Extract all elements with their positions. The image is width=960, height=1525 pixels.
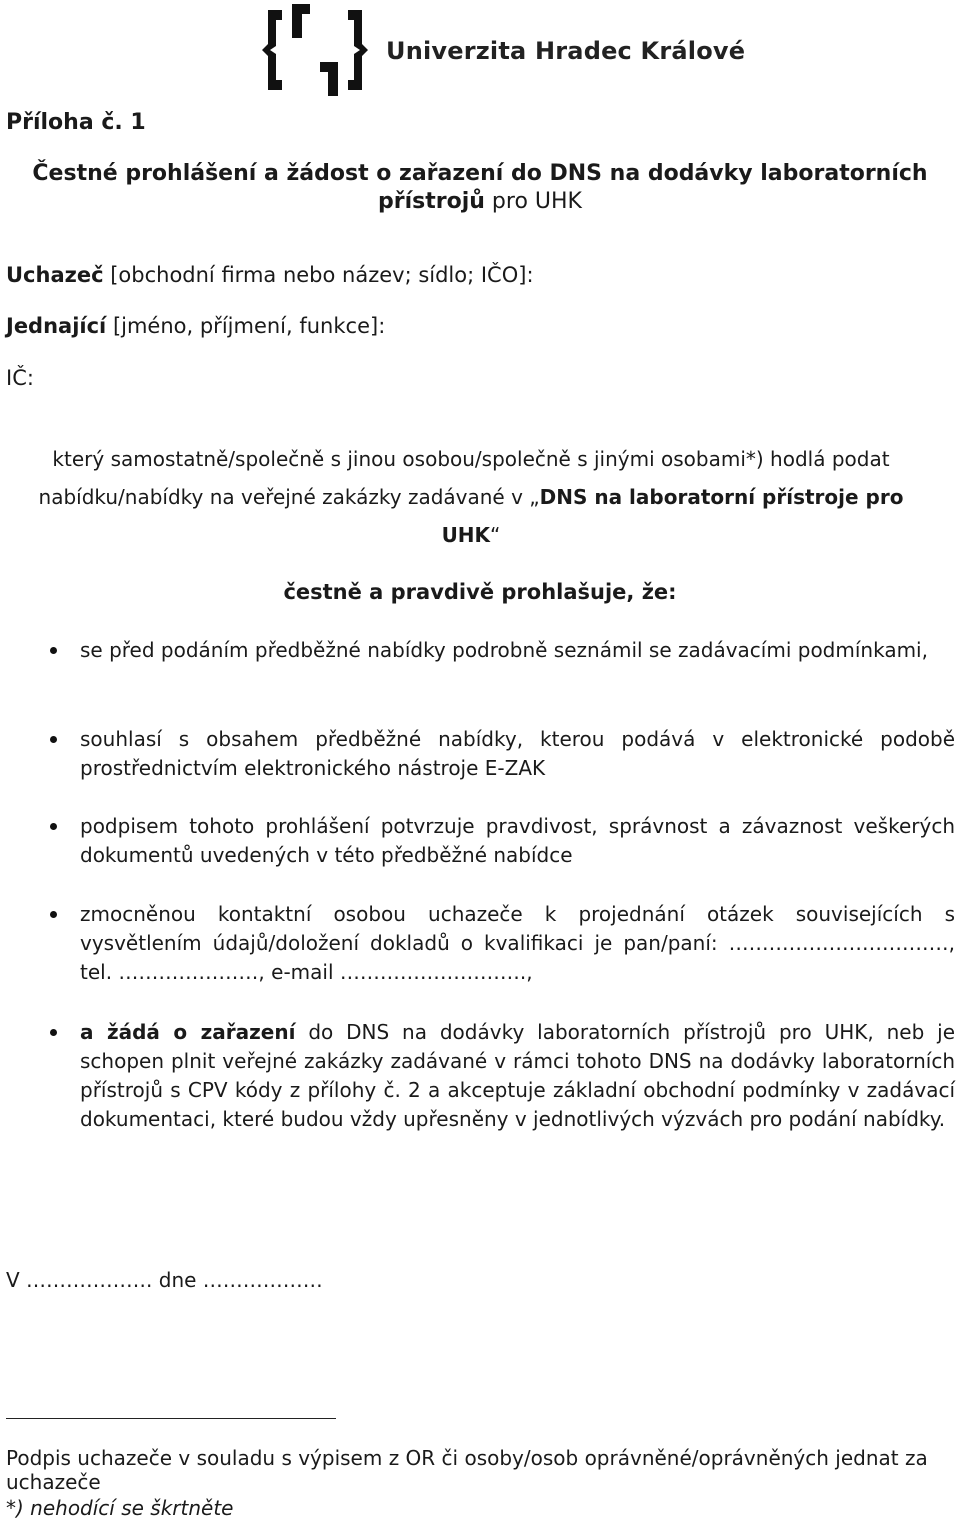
document-title [0,160,960,216]
intro-line-1: který samostatně/společně s jinou osobou/společně s jinými osobami*) hodlá podat [52,447,890,471]
bullet-icon [50,823,57,830]
list-item-text: se před podáním předběžné nabídky podrobně seznámil se zadávacími podmínkami, [80,638,928,662]
jednajici-label: Jednající [6,314,107,338]
intro-bold: DNS na laboratorní přístroje pro [539,485,904,509]
list-item-bold: a žádá o zařazení [80,1020,296,1044]
field-ic: IČ: [6,366,34,390]
logo-text: Univerzita Hradec Králové [386,37,746,65]
title-bold: přístrojů [378,189,485,214]
intro-line-2 [6,478,936,516]
braces-logo-icon [262,4,382,96]
list-item [80,1018,955,1134]
title-line-2 [0,188,960,216]
signature-line [6,1418,336,1419]
list-item [80,900,955,987]
intro-paragraph [6,440,936,554]
jednajici-hint: [jméno, příjmení, funkce]: [106,314,386,338]
list-item-text: zmocněnou kontaktní osobou uchazeče k projednání otázek souvisejících s vysvětlením údajů/doložení dokladů o kvalifikaci je pan/paní: ……………………………, tel. …………………, e-mail ………………………., [80,902,955,984]
list-item [80,812,955,870]
field-uchazec [6,263,534,287]
bullet-icon [50,911,57,918]
bullet-icon [50,647,57,654]
list-item-text: souhlasí s obsahem předběžné nabídky, kterou podává v elektronické podobě prostřednictvím elektronického nástroje E-ZAK [80,727,955,780]
intro-text: nabídku/nabídky na veřejné zakázky zadávané v „ [38,485,540,509]
bullet-icon [50,1029,57,1036]
uchazec-hint: [obchodní firma nebo název; sídlo; IČO]: [103,263,534,287]
uchazec-label: Uchazeč [6,263,104,287]
attachment-label: Příloha č. 1 [6,110,146,135]
intro-line-3 [6,516,936,554]
list-item-text: podpisem tohoto prohlášení potvrzuje pravdivost, správnost a závaznost veškerých dokumentů uvedených v této předběžné nabídce [80,814,955,867]
list-item-text: do DNS na dodávky laboratorních přístrojů pro UHK, neb je schopen plnit veřejné zakázky zadávané v rámci tohoto DNS na dodávky laboratorních přístrojů s CPV kódy z přílohy č. 2 a akceptuje základní obchodní podmínky v zadávací dokumentaci, které budou vždy upřesněny v jednotlivých výzvách pro podání nabídky. [80,1020,956,1131]
university-logo [262,4,746,96]
intro-uhk: UHK [441,523,491,547]
field-jednajici [6,314,385,338]
list-item [80,725,955,783]
title-line-1: Čestné prohlášení a žádost o zařazení do DNS na dodávky laboratorních [32,161,928,186]
signature-caption: Podpis uchazeče v souladu s výpisem z OR či osoby/osob oprávněné/oprávněných jednat za uchazeče [6,1446,928,1494]
footnote: *) nehodící se škrtněte [6,1496,234,1520]
declaration-heading: čestně a pravdivě prohlašuje, že: [283,580,677,604]
bullet-icon [50,736,57,743]
place-date-line: V ………………. dne ……………… [6,1268,323,1292]
list-item [80,636,955,665]
title-rest: pro UHK [484,189,582,214]
intro-quote: “ [490,523,501,547]
